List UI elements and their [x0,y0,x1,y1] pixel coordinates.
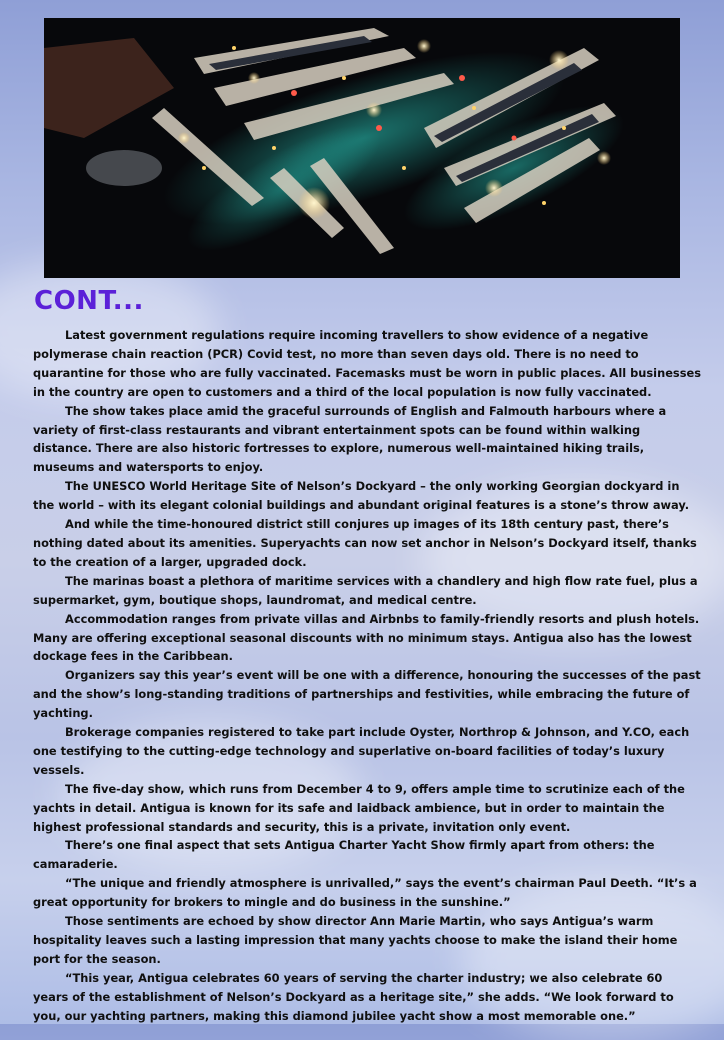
paragraph: Organizers say this year’s event will be one with a difference, honouring the successes of the past and the show’s long-standing traditions of partnerships and festivities, while embracing the future of yachting. [33,668,701,721]
paragraph: Accommodation ranges from private villas and Airbnbs to family-friendly resorts and plush hotels. Many are offering exceptional seasonal discounts with no minimum stays. Antigua also has the lowest dockage fees in the Caribbean. [33,611,700,664]
section-heading: CONT... [34,286,144,316]
paragraph: And while the time-honoured district still conjures up images of its 18th century past, there’s nothing dated about its amenities. Superyachts can now set anchor in Nelson’s Dockyard itself, thanks to the creation of a larger, upgraded dock. [33,517,697,569]
paragraph: The marinas boast a plethora of maritime services with a chandlery and high flow rate fuel, plus a supermarket, gym, boutique shops, laundromat, and medical centre. [33,573,698,607]
paragraph: The show takes place amid the graceful surrounds of English and Falmouth harbours where a variety of first-class restaurants and vibrant entertainment spots can be found within walking distance. There are also historic fortresses to explore, numerous well-maintained hiking trails, museums and watersports to enjoy. [33,403,667,475]
paragraph: “This year, Antigua celebrates 60 years of serving the charter industry; we also celebrate 60 years of the establishment of Nelson’s Dockyard as a heritage site,” she adds. “We look forward to you, our yachting partners, making this diamond jubilee yacht show a most memorable one.” [33,970,674,1023]
paragraph: There’s one final aspect that sets Antigua Charter Yacht Show firmly apart from others: the camaraderie. [33,838,655,872]
paragraph: Brokerage companies registered to take part include Oyster, Northrop & Johnson, and Y.CO, each one testifying to the cutting-edge technology and superlative on-board facilities of today’s luxury vessels. [33,725,690,777]
paragraph: Latest government regulations require incoming travellers to show evidence of a negative polymerase chain reaction (PCR) Covid test, no more than seven days old. There is no need to quarantine for those who are fully vaccinated. Facemasks must be worn in public places. All businesses in the country are open to customers and a third of the local population is now fully vaccinated. [33,328,701,399]
paragraph: “The unique and friendly atmosphere is unrivalled,” says the event’s chairman Paul Deeth. “It’s a great opportunity for brokers to mingle and do business in the sunshine.” [33,876,697,910]
marina-night-aerial-image [44,18,680,278]
paragraph: Those sentiments are echoed by show director Ann Marie Martin, who says Antigua’s warm hospitality leaves such a lasting impression that many yachts choose to make the island their home port for the season. [33,914,678,966]
paragraph: The five-day show, which runs from December 4 to 9, offers ample time to scrutinize each of the yachts in detail. Antigua is known for its safe and laidback ambience, but in order to maintain the highest professional standards and security, this is a private, invitation only event. [33,781,685,834]
article-body [33,326,701,1026]
paragraph: The UNESCO World Heritage Site of Nelson’s Dockyard – the only working Georgian dockyard in the world – with its elegant colonial buildings and abundant original features is a stone’s throw away. [33,479,690,513]
